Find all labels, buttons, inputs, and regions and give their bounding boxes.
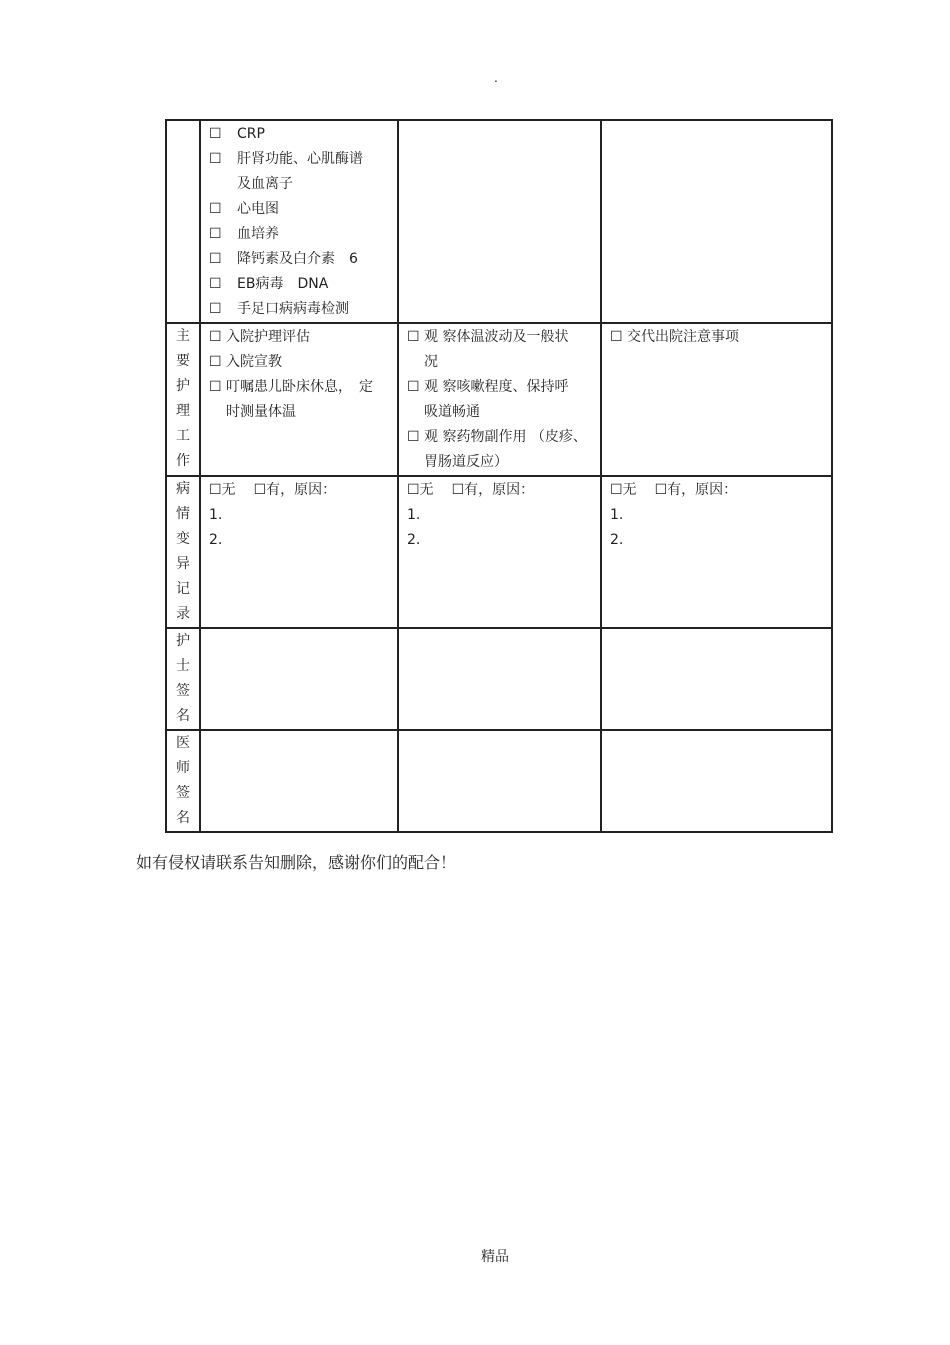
nurse-signature-day3[interactable] <box>601 628 832 730</box>
checkbox[interactable]: ☐ <box>209 301 222 317</box>
doctor-signature-day2[interactable] <box>398 730 601 832</box>
doctor-signature-row <box>166 730 832 832</box>
variation-reason-2: 2. <box>209 532 223 548</box>
test-item-liver-kidney-cont: 及血离子 <box>237 176 293 192</box>
nursing-row-label: 主 要 护 理 工 作 <box>166 323 200 476</box>
variation-reason-1: 1. <box>407 507 421 523</box>
nursing-item-cough-cont: 吸道畅通 <box>424 404 480 420</box>
doctor-signature-day1[interactable] <box>200 730 398 832</box>
doctor-signature-day3[interactable] <box>601 730 832 832</box>
variation-none-checkbox[interactable]: ☐无 <box>407 482 434 498</box>
nursing-row <box>166 323 832 476</box>
test-item-blood-culture[interactable]: ☐ 血培养 <box>209 222 391 247</box>
variation-row-label: 病 情 变 异 记 录 <box>166 476 200 628</box>
variation-reason-1: 1. <box>209 507 223 523</box>
tests-row <box>166 120 832 323</box>
variation-cell-day2 <box>398 476 601 628</box>
nursing-item-bed-rest[interactable]: ☐ 叮嘱患儿卧床休息， 定 <box>209 379 374 395</box>
checkbox[interactable]: ☐ <box>209 276 222 292</box>
test-item-hfmd[interactable]: ☐ 手足口病病毒检测 <box>209 297 391 322</box>
tests-row-label <box>166 120 200 323</box>
doctor-signature-label: 医 师 签 名 <box>166 730 200 832</box>
nursing-cell-day3 <box>601 323 832 476</box>
variation-cell-day3 <box>601 476 832 628</box>
variation-row <box>166 476 832 628</box>
clinical-pathway-table <box>165 119 833 833</box>
test-item-liver-kidney[interactable]: ☐ 肝肾功能、心肌酶谱 <box>209 147 391 172</box>
nursing-item-admission-education[interactable]: ☐ 入院宣教 <box>209 354 283 370</box>
nursing-item-temperature-cont: 况 <box>424 354 438 370</box>
nurse-signature-day2[interactable] <box>398 628 601 730</box>
variation-yes-checkbox[interactable]: ☐有，原因： <box>654 482 738 498</box>
tests-cell-day2 <box>398 120 601 323</box>
nursing-cell-day2 <box>398 323 601 476</box>
nursing-item-admission-assessment[interactable]: ☐ 入院护理评估 <box>209 329 311 345</box>
checkbox[interactable]: ☐ <box>209 226 222 242</box>
nursing-item-bed-rest-cont: 时测量体温 <box>226 404 296 420</box>
variation-reason-2: 2. <box>610 532 624 548</box>
tests-cell-day3 <box>601 120 832 323</box>
variation-reason-1: 1. <box>610 507 624 523</box>
variation-yes-checkbox[interactable]: ☐有，原因： <box>253 482 337 498</box>
test-item-ecg[interactable]: ☐ 心电图 <box>209 197 391 222</box>
nurse-signature-day1[interactable] <box>200 628 398 730</box>
variation-reason-2: 2. <box>407 532 421 548</box>
checkbox[interactable]: ☐ <box>209 151 222 167</box>
test-item-crp[interactable]: ☐ CRP <box>209 122 391 147</box>
tests-cell-day1 <box>200 120 398 323</box>
checkbox[interactable]: ☐ <box>209 251 222 267</box>
nurse-signature-label: 护 士 签 名 <box>166 628 200 730</box>
variation-cell-day1 <box>200 476 398 628</box>
nursing-item-temperature[interactable]: ☐ 观 察体温波动及一般状 <box>407 329 569 345</box>
variation-none-checkbox[interactable]: ☐无 <box>209 482 236 498</box>
header-mark: . <box>494 71 498 85</box>
copyright-notice: 如有侵权请联系告知删除，感谢你们的配合！ <box>136 853 457 872</box>
page-footer: 精品 <box>481 1249 509 1265</box>
variation-none-checkbox[interactable]: ☐无 <box>610 482 637 498</box>
test-item-eb-dna[interactable]: ☐ EB病毒 DNA <box>209 272 391 297</box>
nursing-item-discharge-notice[interactable]: ☐ 交代出院注意事项 <box>610 329 740 345</box>
nurse-signature-row <box>166 628 832 730</box>
nursing-item-side-effects-cont: 胃肠道反应） <box>424 454 508 470</box>
variation-yes-checkbox[interactable]: ☐有，原因： <box>451 482 535 498</box>
checkbox[interactable]: ☐ <box>209 201 222 217</box>
test-item-pct-il6[interactable]: ☐ 降钙素及白介素 6 <box>209 247 391 272</box>
nursing-item-side-effects[interactable]: ☐ 观 察药物副作用 （皮疹、 <box>407 429 587 445</box>
nursing-cell-day1 <box>200 323 398 476</box>
checkbox[interactable]: ☐ <box>209 126 222 142</box>
nursing-item-cough[interactable]: ☐ 观 察咳嗽程度、保持呼 <box>407 379 569 395</box>
